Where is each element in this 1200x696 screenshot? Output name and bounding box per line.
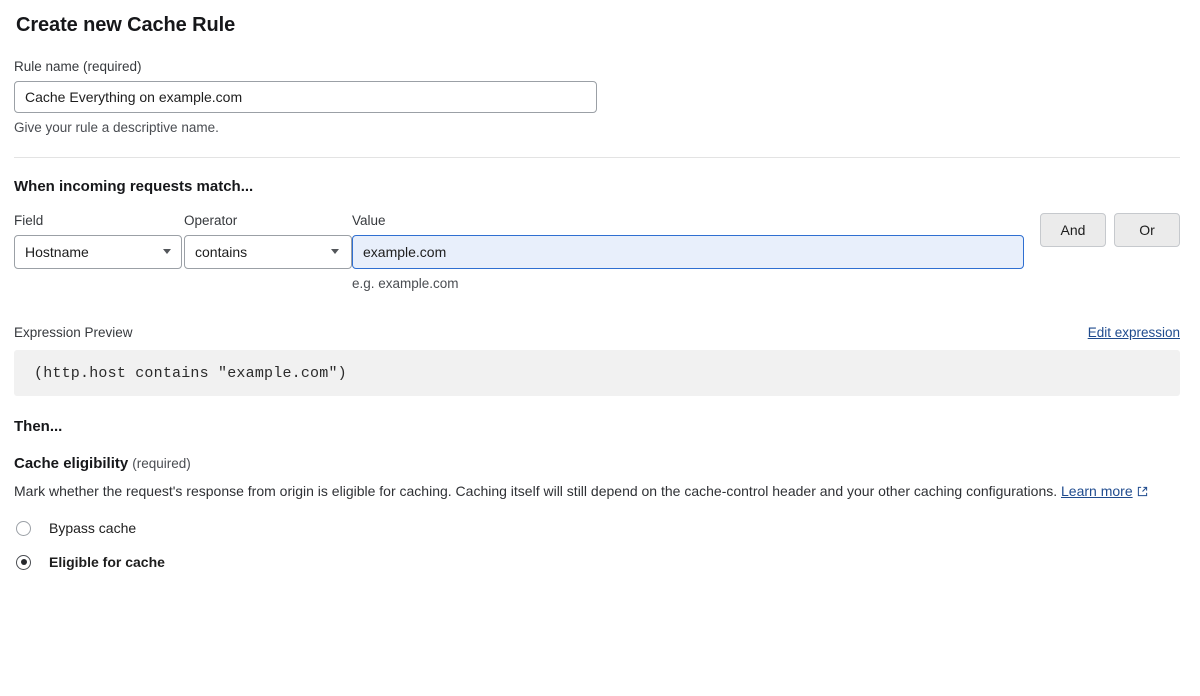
cache-eligibility-required: (required): [132, 456, 191, 471]
match-condition-row: [14, 213, 1180, 291]
radio-label-bypass-cache: Bypass cache: [49, 520, 137, 536]
rule-name-input[interactable]: [14, 81, 597, 113]
field-select-value: Hostname: [25, 244, 89, 260]
cache-eligibility-description: [14, 481, 1180, 502]
section-divider: [14, 157, 1180, 158]
cache-eligibility-description-text: Mark whether the request's response from origin is eligible for caching. Caching itself will still depend on the cache-control header and your other caching configurations.: [14, 483, 1062, 499]
value-hint: e.g. example.com: [352, 276, 459, 291]
value-column-label: Value: [352, 213, 386, 228]
field-column-label: Field: [14, 213, 44, 228]
rule-name-group: [14, 59, 1180, 135]
rule-name-label: Rule name (required): [14, 59, 142, 74]
or-button[interactable]: Or: [1114, 213, 1180, 247]
external-link-icon: [1137, 482, 1148, 493]
learn-more-link[interactable]: Learn more: [1061, 483, 1133, 499]
rule-name-help: Give your rule a descriptive name.: [14, 120, 219, 135]
radio-option-bypass-cache[interactable]: [14, 520, 1180, 536]
expression-preview-box: [14, 350, 1180, 396]
expression-preview-text: (http.host contains "example.com"): [34, 364, 347, 382]
then-section-title: Then...: [14, 418, 63, 435]
radio-option-eligible-for-cache[interactable]: [14, 554, 1180, 570]
expression-preview-label: Expression Preview: [14, 325, 133, 340]
field-select[interactable]: [14, 235, 182, 269]
operator-column: [184, 213, 352, 269]
and-button[interactable]: And: [1040, 213, 1106, 247]
page-title: Create new Cache Rule: [16, 14, 236, 36]
condition-buttons: [1032, 213, 1180, 247]
radio-icon[interactable]: [16, 521, 31, 536]
cache-eligibility-label: Cache eligibility: [14, 455, 129, 472]
operator-select-value: contains: [195, 244, 248, 260]
field-column: [14, 213, 184, 269]
value-input[interactable]: [352, 235, 1024, 269]
radio-icon-selected[interactable]: [16, 555, 31, 570]
cache-eligibility-heading: [14, 455, 1180, 472]
match-section-title: When incoming requests match...: [14, 178, 254, 195]
edit-expression-link[interactable]: Edit expression: [1087, 325, 1180, 340]
operator-column-label: Operator: [184, 213, 238, 228]
expression-header: [14, 325, 1180, 340]
radio-label-eligible-for-cache: Eligible for cache: [49, 554, 165, 570]
value-column: [352, 213, 1024, 291]
operator-select[interactable]: [184, 235, 352, 269]
